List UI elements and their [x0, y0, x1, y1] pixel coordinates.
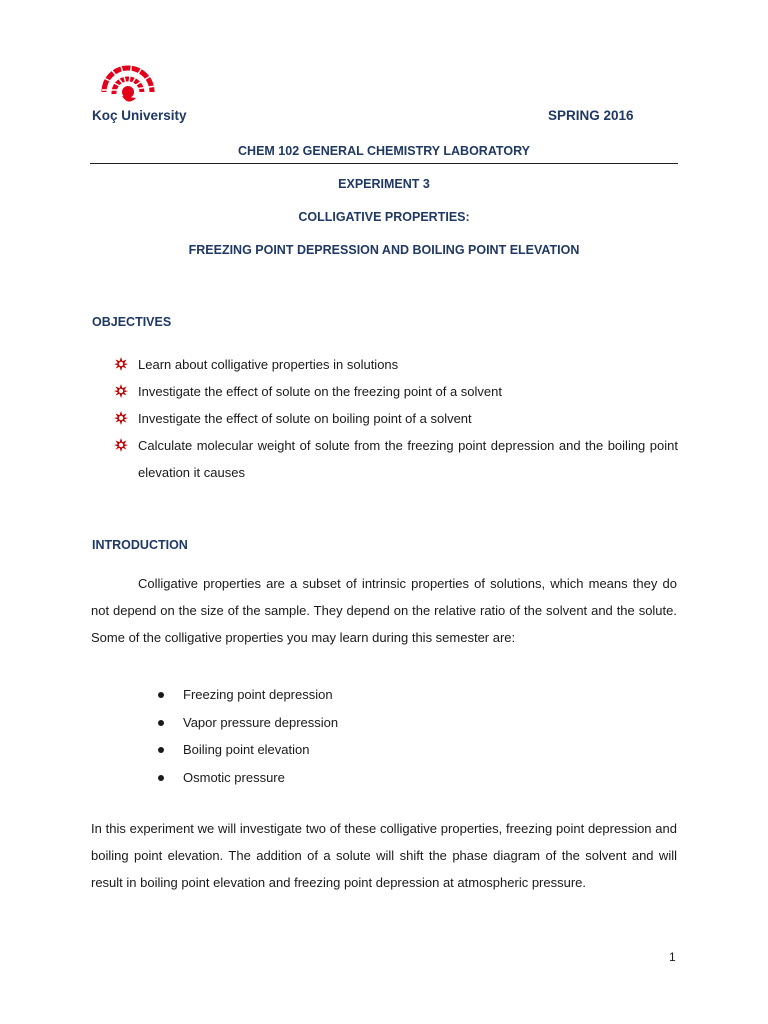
list-item: [158, 681, 338, 709]
objectives-heading: OBJECTIVES: [92, 315, 172, 329]
objective-item: [114, 432, 678, 486]
experiment-paragraph: In this experiment we will investigate two of these colligative properties, freezing point depression and boiling point elevation. The addition of a solute will shift the phase diagram of the solvent and will result in boiling point elevation and freezing point depression at atmospheric pressure.: [91, 821, 677, 890]
filled-circle-icon: [158, 692, 164, 698]
course-title: CHEM 102 GENERAL CHEMISTRY LABORATORY: [238, 144, 530, 158]
filled-circle-icon: [158, 747, 164, 753]
topic-title: COLLIGATIVE PROPERTIES:: [298, 210, 470, 224]
introduction-heading: INTRODUCTION: [92, 538, 188, 552]
list-item-text: Vapor pressure depression: [183, 714, 339, 730]
star-burst-icon: [114, 384, 128, 398]
objective-item: [114, 378, 678, 405]
objective-item: [114, 351, 678, 378]
objective-text: Investigate the effect of solute on the freezing point of a solvent: [138, 384, 502, 399]
filled-circle-icon: [158, 775, 164, 781]
list-item-text: Osmotic pressure: [183, 769, 285, 785]
filled-circle-icon: [158, 720, 164, 726]
page-number: 1: [669, 950, 676, 964]
header-divider: [90, 163, 678, 164]
star-burst-icon: [114, 438, 128, 452]
koc-university-logo: [96, 58, 162, 110]
list-item-text: Freezing point depression: [183, 687, 333, 702]
list-item-text: Boiling point elevation: [183, 742, 310, 757]
objective-text: Calculate molecular weight of solute from the freezing point depression and the boiling point elevation it causes: [138, 438, 678, 480]
institution-name: Koç University: [92, 108, 187, 123]
introduction-paragraph: Colligative properties are a subset of intrinsic properties of solutions, which means they do not depend on the size of the sample. They depend on the relative ratio of the solvent and the solute. Some of the colligative properties you may learn during this semester are:: [91, 576, 677, 645]
term-label: SPRING 2016: [548, 108, 634, 123]
objective-item: [114, 405, 678, 432]
experiment-subtitle: FREEZING POINT DEPRESSION AND BOILING POINT ELEVATION: [188, 243, 580, 257]
objective-text: Investigate the effect of solute on boiling point of a solvent: [138, 411, 472, 426]
objectives-list: [114, 351, 678, 486]
list-item: [158, 736, 338, 764]
list-item: [158, 709, 338, 737]
objective-text: Learn about colligative properties in solutions: [138, 357, 399, 372]
star-burst-icon: [114, 411, 128, 425]
list-item: [158, 764, 338, 792]
experiment-number: EXPERIMENT 3: [338, 177, 430, 191]
colligative-properties-list: [158, 681, 338, 791]
star-burst-icon: [114, 357, 128, 371]
